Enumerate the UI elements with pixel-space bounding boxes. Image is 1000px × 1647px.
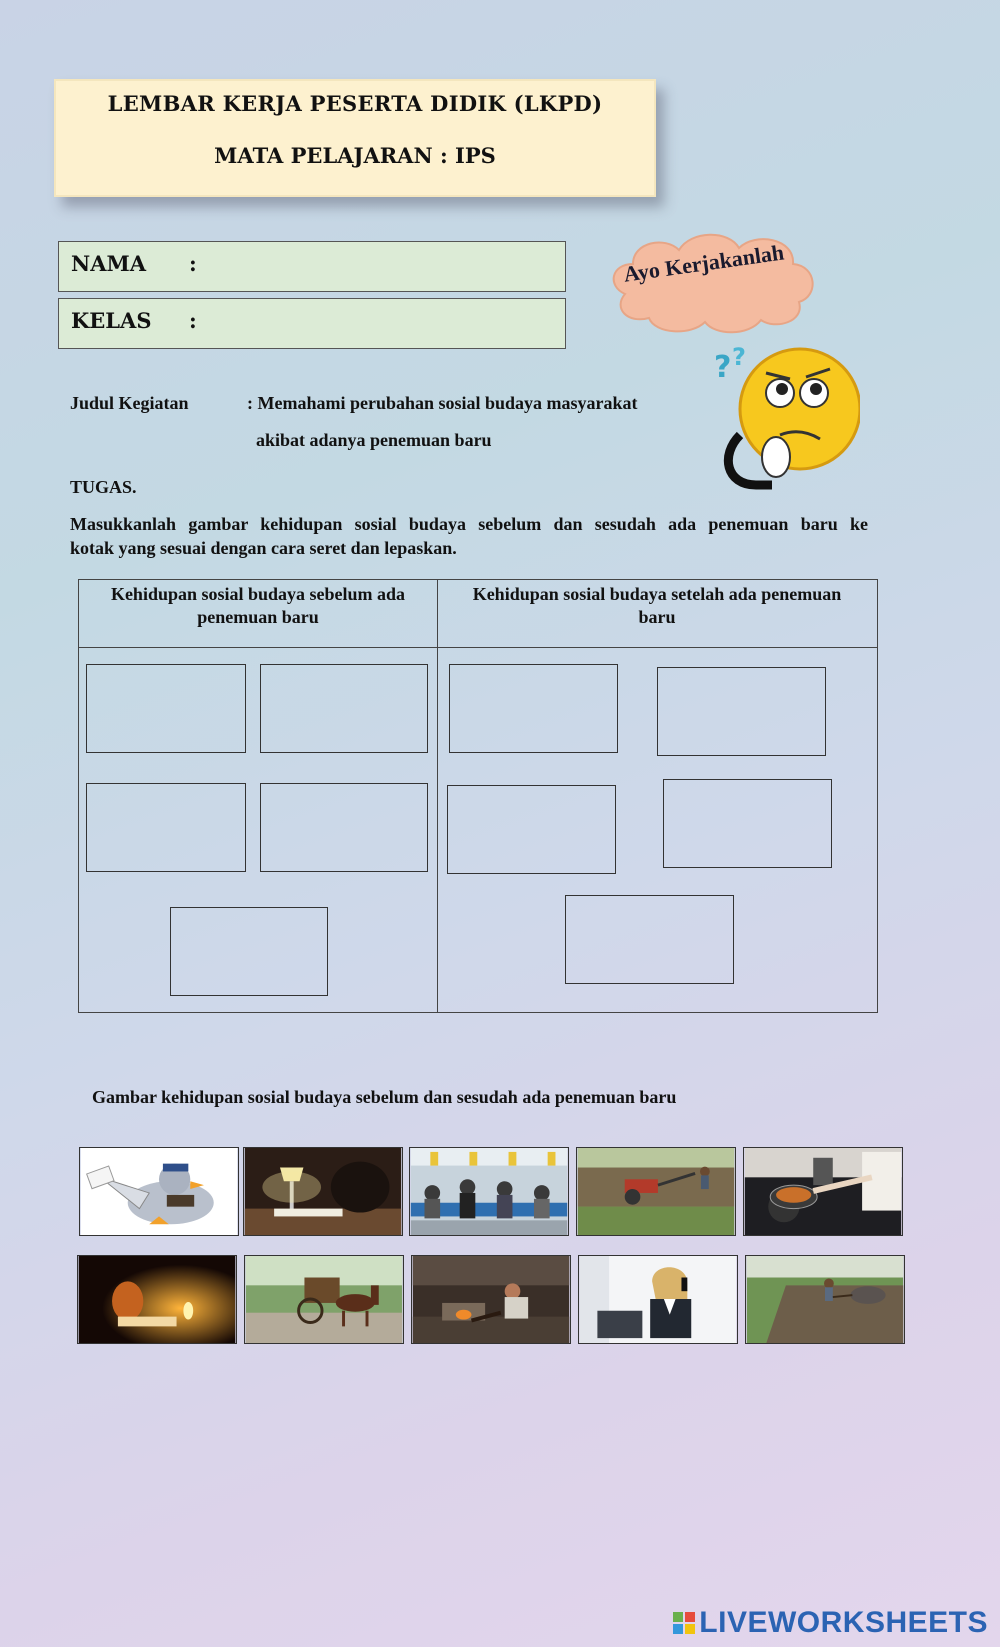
name-colon: :	[189, 251, 197, 276]
class-label: KELAS	[71, 308, 152, 333]
name-label: NAMA	[71, 251, 147, 276]
cloud-text: Ayo Kerjakanlah	[622, 239, 786, 287]
drop-zone-before-2[interactable]	[260, 664, 428, 753]
name-input[interactable]	[209, 248, 554, 286]
brand-name: LIVEWORKSHEETS	[699, 1606, 988, 1639]
oil-lamp-icon	[78, 1256, 236, 1343]
drop-zone-before-1[interactable]	[86, 664, 246, 753]
liveworksheets-icon	[673, 1612, 695, 1634]
drop-zone-before-5[interactable]	[170, 907, 328, 996]
train-passengers-image[interactable]	[409, 1147, 569, 1236]
task-instruction-line2: kotak yang sesuai dengan cara seret dan lepaskan.	[70, 538, 457, 558]
carrier-pigeon-image[interactable]	[79, 1147, 239, 1236]
class-input[interactable]	[209, 305, 554, 343]
activity-label: Judul Kegiatan	[70, 393, 189, 413]
drop-zone-before-3[interactable]	[86, 783, 246, 872]
hand-tractor-image[interactable]	[576, 1147, 736, 1236]
horse-cart-image[interactable]	[244, 1255, 404, 1344]
column-header-after-line1: Kehidupan sosial budaya setelah ada penemuan	[472, 584, 842, 604]
sorting-table	[78, 579, 878, 1013]
column-header-before	[79, 583, 437, 629]
train-passengers-icon	[410, 1148, 568, 1235]
drop-zone-after-2[interactable]	[657, 667, 826, 756]
subject-title: MATA PELAJARAN : IPS	[214, 143, 496, 168]
worksheet-title: LEMBAR KERJA PESERTA DIDIK (LKPD)	[107, 91, 603, 116]
oil-lamp-image[interactable]	[77, 1255, 237, 1344]
column-header-before-line1: Kehidupan sosial budaya sebelum ada	[110, 584, 406, 604]
task-heading: TUGAS.	[70, 477, 137, 497]
wood-stove-icon	[412, 1256, 570, 1343]
table-header-divider	[79, 647, 877, 648]
buffalo-plough-image[interactable]	[745, 1255, 905, 1344]
activity-title-line2: akibat adanya penemuan baru	[256, 430, 492, 450]
drop-zone-after-5[interactable]	[565, 895, 734, 984]
liveworksheets-logo	[673, 1606, 988, 1640]
worksheet-header	[54, 79, 656, 197]
column-header-before-line2: penemuan baru	[197, 607, 319, 627]
wood-stove-image[interactable]	[411, 1255, 571, 1344]
study-lamp-image[interactable]	[243, 1147, 403, 1236]
task-instruction-line1: Masukkanlah gambar kehidupan sosial budaya sebelum dan sesudah ada penemuan baru ke	[70, 514, 868, 534]
class-colon: :	[189, 308, 197, 333]
column-header-after	[437, 583, 877, 629]
thinking-emoji-icon	[710, 335, 860, 495]
study-lamp-icon	[244, 1148, 402, 1235]
activity-title-line1: : Memahami perubahan sosial budaya masyarakat	[247, 393, 638, 413]
horse-cart-icon	[245, 1256, 403, 1343]
office-phone-icon	[579, 1256, 737, 1343]
carrier-pigeon-icon	[80, 1148, 238, 1235]
buffalo-plough-icon	[746, 1256, 904, 1343]
drop-zone-after-4[interactable]	[663, 779, 832, 868]
table-column-divider	[437, 580, 438, 1012]
gallery-caption: Gambar kehidupan sosial budaya sebelum dan sesudah ada penemuan baru	[92, 1087, 677, 1107]
name-row	[58, 241, 566, 292]
office-phone-image[interactable]	[578, 1255, 738, 1344]
electric-stove-icon	[744, 1148, 902, 1235]
electric-stove-image[interactable]	[743, 1147, 903, 1236]
svg-text:?: ?	[714, 350, 732, 385]
drop-zone-before-4[interactable]	[260, 783, 428, 872]
hand-tractor-icon	[577, 1148, 735, 1235]
drop-zone-after-3[interactable]	[447, 785, 616, 874]
column-header-after-line2: baru	[638, 607, 676, 627]
drop-zone-after-1[interactable]	[449, 664, 618, 753]
class-row	[58, 298, 566, 349]
svg-text:?: ?	[732, 343, 746, 371]
